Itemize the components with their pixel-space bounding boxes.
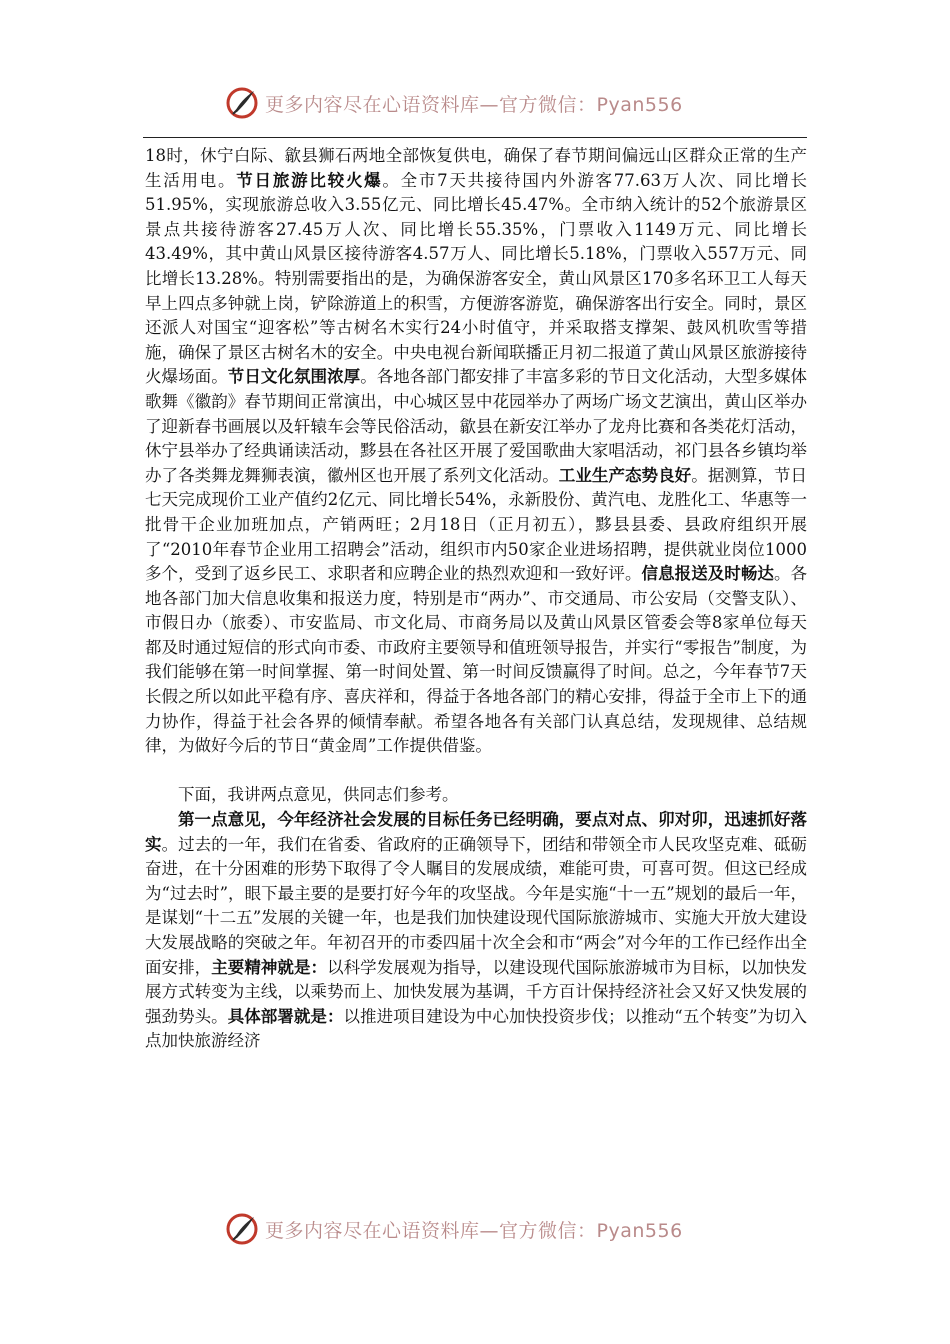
bold-heading-first-opinion: 第一点意见，今年经济社会发展的目标任务已经明确，要点对点、卯对卯，迅速抓好落实 — [145, 810, 807, 854]
header-banner-text: 更多内容尽在心语资料库—官方微信：Pyan556 — [265, 93, 683, 116]
text-segment: 。据测算，节日七天完成现价工业产值约2亿元、同比增长54%，永新股份、黄汽电、龙胜化工、华惠等一批骨干企业加班加点，产销两旺；2月18日（正月初五），黟县县委、县政府组织开展了“2010年春节企业用工招聘会”活动，组织市内50家企业进场招聘，提供就业岗位1000多个，受到了返乡民工、求职者和应聘企业的热烈欢迎和一致好评。 — [145, 465, 808, 584]
bold-heading-industry: 工业生产态势良好 — [558, 465, 692, 485]
document-body — [145, 144, 807, 1054]
bold-heading-tourism: 节日旅游比较火爆 — [236, 170, 383, 190]
paragraph-transition: 下面，我讲两点意见，供同志们参考。 — [178, 785, 459, 805]
text-segment: 。各地各部门都安排了丰富多彩的节日文化活动，大型多媒体歌舞《徽韵》春节期间正常演出，中心城区昱中花园举办了两场广场文艺演出，黄山区举办了迎新春书画展以及轩辕车会等民俗活动，歙县在新安江举办了龙舟比赛和各类花灯活动，休宁县举办了经典诵读活动，黟县在各社区开展了爱国歌曲大家唱活动，祁门县各乡镇均举办了各类舞龙舞狮表演，徽州区也开展了系列文化活动。 — [145, 367, 808, 485]
text-segment: 18时，休宁白际、歙县狮石两地全部恢复供电，确保了春节期间偏远山区群众正常的生产生活用电。 — [145, 146, 807, 190]
text-segment: 。全市7天共接待国内外游客77.63万人次、同比增长51.95%，实现旅游总收入3.55亿元、同比增长45.47%。全市纳入统计的52个旅游景区景点共接待游客27.45万人次、同比增长55.35%，门票收入1149万元、同比增长43.49%，其中黄山风景区接待游客4.57万人、同比增长5.18%，门票收入557万元、同比增长13.28%。特别需要指出的是，为确保游客安全，黄山风景区170多名环卫工人每天早上四点多钟就上岗，铲除游道上的积雪，方便游客游览，确保游客出行安全。同时，景区还派人对国宝“迎客松”等古树名木实行24小时值守，并采取搭支撑架、鼓风机吹雪等措施，确保了景区古树名木的安全。中央电视台新闻联播正月初二报道了黄山风景区旅游接待火爆场面。 — [145, 170, 808, 387]
text-segment: 。过去的一年，我们在省委、省政府的正确领导下，团结和带领全市人民攻坚克难、砥砺奋进，在十分困难的形势下取得了令人瞩目的发展成绩，难能可贵，可喜可贺。但这已经成为“过去时”，眼下最主要的是要打好今年的攻坚战。今年是实施“十一五”规划的最后一年，是谋划“十二五”发展的关键一年，也是我们加快建设现代国际旅游城市、实施大开放大建设大发展战略的突破之年。年初召开的市委四届十次全会和市“两会”对今年的工作已经作出全面安排， — [145, 834, 808, 977]
footer-banner-text: 更多内容尽在心语资料库—官方微信：Pyan556 — [265, 1219, 683, 1242]
text-segment: 。各地各部门加大信息收集和报送力度，特别是市“两办”、市交通局、市公安局（交警支队）、市假日办（旅委）、市安监局、市文化局、市商务局以及黄山风景区管委会等8家单位每天都及时通过短信的形式向市委、市政府主要领导和值班领导报告，并实行“零报告”制度，为我们能够在第一时间掌握、第一时间处置、第一时间反馈赢得了时间。总之，今年春节7天长假之所以如此平稳有序、喜庆祥和，得益于各地各部门的精心安排，得益于全市上下的通力协作，得益于社会各界的倾情奉献。希望各地各有关部门认真总结，发现规律、总结规律，为做好今后的节日“黄金周”工作提供借鉴。 — [145, 564, 808, 756]
bold-heading-deployment: 具体部署就是： — [227, 1006, 344, 1026]
text-segment: 以推进项目建设为中心加快投资步伐；以推动“五个转变”为切入点加快旅游经济 — [145, 1006, 808, 1051]
paragraph-first-opinion — [145, 808, 807, 1054]
quill-logo-icon — [225, 86, 259, 120]
bold-heading-information: 信息报送及时畅达 — [641, 564, 774, 584]
bold-heading-main-spirit: 主要精神就是： — [211, 957, 328, 977]
header-divider — [143, 137, 807, 138]
paragraph-holiday-summary — [145, 144, 807, 759]
text-segment: 以科学发展观为指导，以建设现代国际旅游城市为目标，以加快发展方式转变为主线，以乘势而上、加快发展为基调，千方百计保持经济社会又好又快发展的强劲势头。 — [145, 957, 808, 1026]
footer-banner — [225, 1212, 725, 1246]
quill-logo-icon — [225, 1212, 259, 1246]
header-banner — [225, 86, 725, 120]
bold-heading-culture: 节日文化氛围浓厚 — [227, 367, 361, 387]
